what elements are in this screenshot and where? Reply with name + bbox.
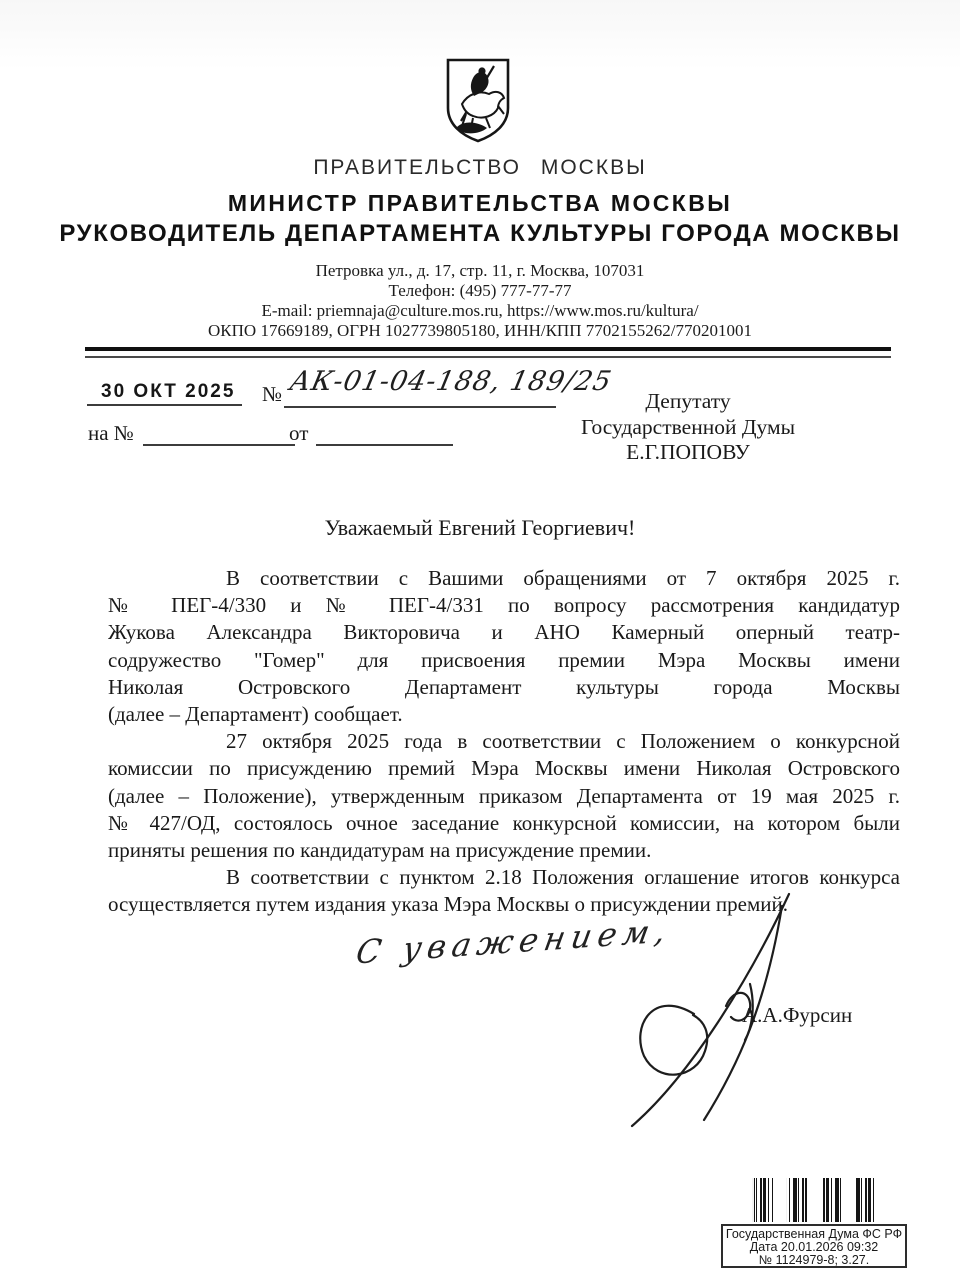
salutation: Уважаемый Евгений Георгиевич! <box>324 515 636 540</box>
body-line: (далее – Положение), утвержденным приказом Департамента от 19 мая 2025 г. <box>108 783 900 808</box>
recipient-block <box>558 389 818 466</box>
body-line: комиссии по присуждению премий Мэра Москвы имени Николая Островского <box>108 756 900 781</box>
post-title-2: РУКОВОДИТЕЛЬ ДЕПАРТАМЕНТА КУЛЬТУРЫ ГОРОДА МОСКВЫ <box>59 220 901 247</box>
moscow-coat-of-arms-icon <box>444 57 512 143</box>
body-line: приняты решения по кандидатурам на присуждение премии. <box>108 837 652 862</box>
separator-rule-thin <box>85 356 891 358</box>
body-line: Николая Островского Департамент культуры города Москвы <box>108 674 900 699</box>
incoming-number-label: на № <box>88 421 134 445</box>
government-name: ПРАВИТЕЛЬСТВО МОСКВЫ <box>313 156 647 179</box>
body-line: В соответствии с пунктом 2.18 Положения оглашение итогов конкурса <box>226 865 900 890</box>
separator-rule-thick <box>85 347 891 351</box>
body-line: (далее – Департамент) сообщает. <box>108 701 403 726</box>
date-stamp: 30 ОКТ 2025 <box>101 381 236 402</box>
email-line: E-mail: priemnaja@culture.mos.ru, https://www.mos.ru/kultura/ <box>261 301 699 320</box>
body-line: 27 октября 2025 года в соответствии с Положением о конкурсной <box>226 729 900 754</box>
address-line: Петровка ул., д. 17, стр. 11, г. Москва, 107031 <box>315 261 645 280</box>
recipient-org: Государственной Думы <box>580 414 796 439</box>
outgoing-number-handwritten: АК-01-04-188, 189/25 <box>287 366 615 397</box>
stamp-date: Дата 20.01.2026 09:32 <box>749 1240 879 1255</box>
number-underline <box>284 406 556 408</box>
phone-line: Телефон: (495) 777-77-77 <box>388 281 572 300</box>
body-line: осуществляется путем издания указа Мэра Москвы о присуждении премий. <box>108 892 789 917</box>
recipient-name: Е.Г.ПОПОВУ <box>626 440 750 464</box>
date-underline <box>87 404 242 406</box>
stamp-org: Государственная Дума ФС РФ <box>725 1227 903 1241</box>
body-line: В соответствии с Вашими обращениями от 7 октября 2025 г. <box>226 566 900 590</box>
post-title: МИНИСТР ПРАВИТЕЛЬСТВА МОСКВЫ <box>227 190 733 216</box>
registration-codes-line: ОКПО 17669189, ОГРН 1027739805180, ИНН/КПП 7702155262/770201001 <box>208 321 752 340</box>
from-label: от <box>289 421 309 445</box>
body-line: № 427/ОД, состоялось очное заседание конкурсной комиссии, на котором были <box>108 810 900 835</box>
recipient-position: Депутату <box>645 389 731 413</box>
number-sign-label: № <box>262 382 283 406</box>
incoming-number-blank <box>143 444 295 446</box>
duma-registration-stamp <box>721 1224 907 1268</box>
body-line: содружество "Гомер" для присвоения премии Мэра Москвы имени <box>108 647 900 672</box>
body-line: № ПЕГ-4/330 и № ПЕГ-4/331 по вопросу рассмотрения кандидатур <box>108 593 900 618</box>
signer-name: А.А.Фурсин <box>742 1003 853 1027</box>
contact-block <box>0 261 960 341</box>
from-blank <box>316 444 453 446</box>
stamp-number: № 1124979-8; 3.27. <box>758 1253 870 1268</box>
letter-body <box>108 565 900 918</box>
barcode-icon <box>739 1178 889 1222</box>
handwritten-closing: С уважением, <box>353 910 675 972</box>
body-line: Жукова Александра Викторовича и АНО Камерный оперный театр- <box>108 620 900 645</box>
